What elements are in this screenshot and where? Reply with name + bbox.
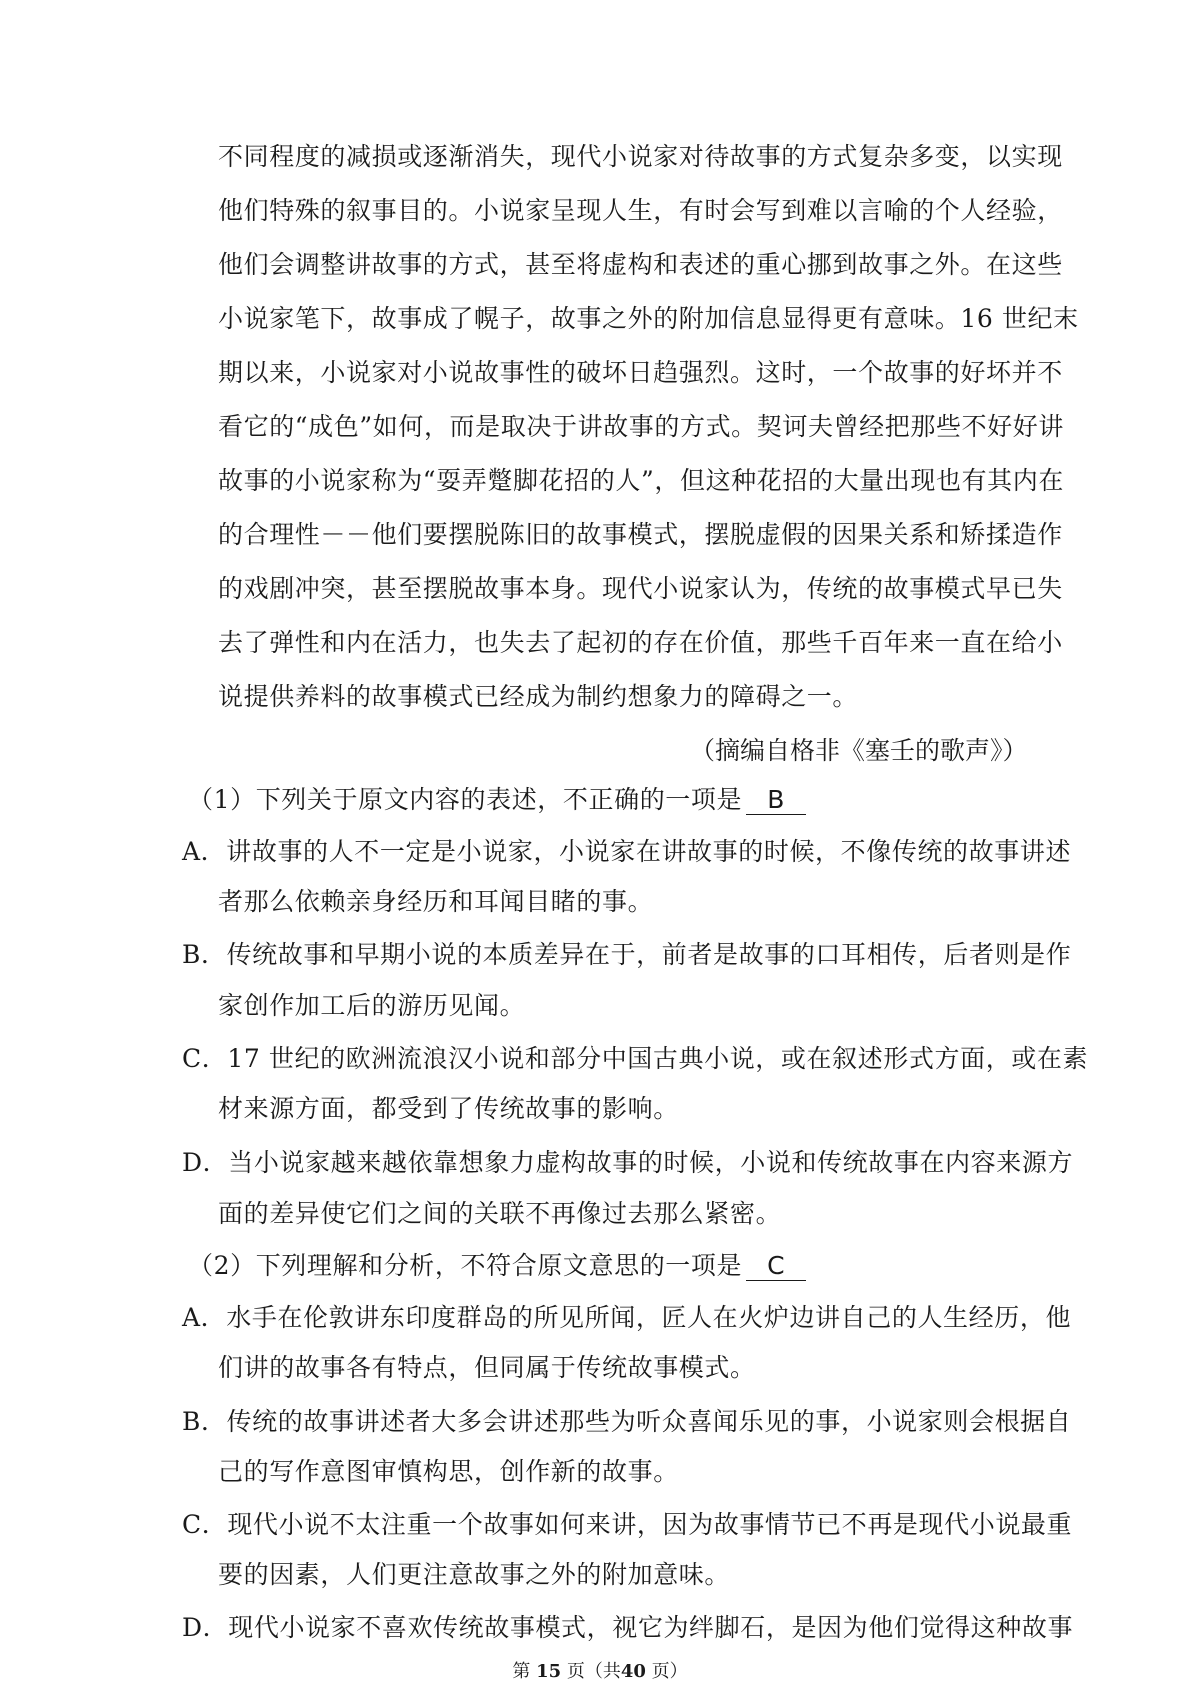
passage-line: 的合理性－－他们要摆脱陈旧的故事模式，摆脱虚假的因果关系和矫揉造作: [218, 520, 1063, 549]
option-d-line: 面的差异使它们之间的关联不再像过去那么紧密。: [218, 1199, 782, 1228]
passage-line: 他们特殊的叙事目的。小说家呈现人生，有时会写到难以言喻的个人经验，: [218, 196, 1063, 225]
passage-line: 他们会调整讲故事的方式，甚至将虚构和表述的重心挪到故事之外。在这些: [218, 250, 1063, 279]
passage-source: （摘编自格非《塞壬的歌声》）: [690, 736, 1028, 765]
option-b-line: 己的写作意图审慎构思，创作新的故事。: [218, 1457, 679, 1486]
question-stem: [188, 784, 806, 816]
question-stem-text: （1）下列关于原文内容的表述，不正确的一项是: [188, 785, 743, 814]
passage-line: 故事的小说家称为“耍弄蹩脚花招的人”，但这种花招的大量出现也有其内在: [218, 466, 1064, 495]
option-d-line: D．当小说家越来越依靠想象力虚构故事的时候，小说和传统故事在内容来源方: [182, 1148, 1074, 1177]
passage-line: 不同程度的减损或逐渐消失，现代小说家对待故事的方式复杂多变，以实现: [218, 142, 1063, 171]
question-stem: [188, 1250, 806, 1282]
passage-line: 的戏剧冲突，甚至摆脱故事本身。现代小说家认为，传统的故事模式早已失: [218, 574, 1063, 603]
page-footer: [0, 1660, 1200, 1684]
option-c-line: C．17 世纪的欧洲流浪汉小说和部分中国古典小说，或在叙述形式方面，或在素: [182, 1044, 1089, 1073]
passage-line: 说提供养料的故事模式已经成为制约想象力的障碍之一。: [218, 682, 859, 711]
footer-prefix: 第: [512, 1661, 531, 1682]
option-b-line: B．传统故事和早期小说的本质差异在于，前者是故事的口耳相传，后者则是作: [182, 940, 1072, 969]
passage-line: 去了弹性和内在活力，也失去了起初的存在价值，那些千百年来一直在给小: [218, 628, 1063, 657]
option-d-line: D．现代小说家不喜欢传统故事模式，视它为绊脚石，是因为他们觉得这种故事: [182, 1613, 1074, 1642]
answer-blank: B: [746, 786, 806, 815]
answer-blank: C: [746, 1252, 806, 1281]
passage-line: 期以来，小说家对小说故事性的破坏日趋强烈。这时，一个故事的好坏并不: [218, 358, 1063, 387]
option-c-line: 材来源方面，都受到了传统故事的影响。: [218, 1094, 679, 1123]
passage-line: 看它的“成色”如何，而是取决于讲故事的方式。契诃夫曾经把那些不好好讲: [218, 412, 1064, 441]
footer-page-number: 15: [536, 1661, 562, 1682]
option-b-line: 家创作加工后的游历见闻。: [218, 991, 526, 1020]
option-a-line: A．讲故事的人不一定是小说家，小说家在讲故事的时候，不像传统的故事讲述: [182, 837, 1072, 866]
footer-middle: 页（共: [566, 1661, 621, 1682]
footer-suffix: 页）: [651, 1661, 688, 1682]
option-a-line: 者那么依赖亲身经历和耳闻目睹的事。: [218, 887, 654, 916]
option-c-line: 要的因素，人们更注意故事之外的附加意味。: [218, 1560, 731, 1589]
option-c-line: C．现代小说不太注重一个故事如何来讲，因为故事情节已不再是现代小说最重: [182, 1510, 1073, 1539]
option-b-line: B．传统的故事讲述者大多会讲述那些为听众喜闻乐见的事，小说家则会根据自: [182, 1407, 1072, 1436]
footer-total-pages: 40: [620, 1661, 646, 1682]
option-a-line: A．水手在伦敦讲东印度群岛的所见所闻，匠人在火炉边讲自己的人生经历，他: [182, 1303, 1072, 1332]
question-stem-text: （2）下列理解和分析，不符合原文意思的一项是: [188, 1251, 743, 1280]
passage-line: 小说家笔下，故事成了幌子，故事之外的附加信息显得更有意味。16 世纪末: [218, 304, 1079, 333]
option-a-line: 们讲的故事各有特点，但同属于传统故事模式。: [218, 1353, 756, 1382]
